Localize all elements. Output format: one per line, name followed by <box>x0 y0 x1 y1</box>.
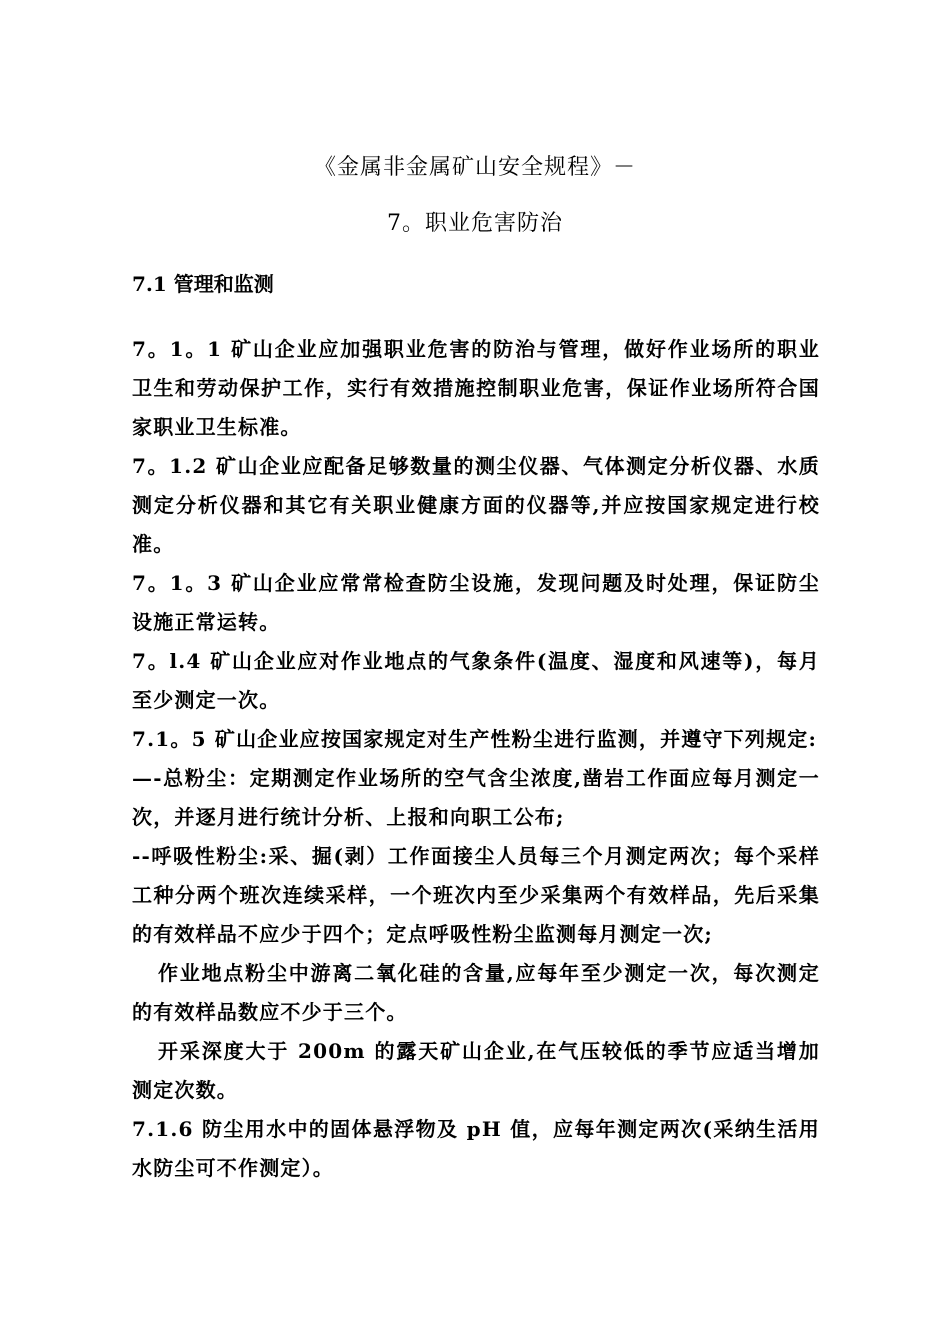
chapter-heading: 7。职业危害防治 <box>387 211 563 236</box>
document-body <box>132 330 820 1188</box>
paragraph-7-1-4: 7。l.4 矿山企业应对作业地点的气象条件(温度、湿度和风速等)，每月至少测定一次。 <box>132 649 820 712</box>
paragraph-total-dust: —-总粉尘：定期测定作业场所的空气含尘浓度,凿岩工作面应每月测定一次，并逐月进行统计分析、上报和向职工公布; <box>132 766 820 829</box>
paragraph-7-1-3: 7。1。3 矿山企业应常常检查防尘设施，发现问题及时处理，保证防尘设施正常运转。 <box>132 571 820 634</box>
document-title: 《金属非金属矿山安全规程》－ <box>313 155 636 180</box>
section-heading: 7.1 管理和监测 <box>132 272 274 296</box>
paragraph-free-silica: 作业地点粉尘中游离二氧化硅的含量,应每年至少测定一次，每次测定的有效样品数应不少于三个。 <box>132 961 820 1024</box>
paragraph-7-1-6: 7.1.6 防尘用水中的固体悬浮物及 pH 值，应每年测定两次(采纳生活用水防尘可不作测定）。 <box>132 1117 820 1180</box>
paragraph-7-1-2: 7。1.2 矿山企业应配备足够数量的测尘仪器、气体测定分析仪器、水质测定分析仪器和其它有关职业健康方面的仪器等,并应按国家规定进行校准。 <box>132 454 820 556</box>
paragraph-open-pit-depth: 开采深度大于 200m 的露天矿山企业,在气压较低的季节应适当增加测定次数。 <box>132 1039 820 1102</box>
paragraph-respirable-dust: --呼吸性粉尘:采、掘(剥）工作面接尘人员每三个月测定两次；每个采样工种分两个班次连续采样，一个班次内至少采集两个有效样品，先后采集的有效样品不应少于四个；定点呼吸性粉尘监测每月测定一次; <box>132 844 820 946</box>
paragraph-7-1-5: 7.1。5 矿山企业应按国家规定对生产性粉尘进行监测，并遵守下列规定: <box>132 727 818 751</box>
paragraph-7-1-1: 7。1。1 矿山企业应加强职业危害的防治与管理，做好作业场所的职业卫生和劳动保护工作，实行有效措施控制职业危害，保证作业场所符合国家职业卫生标准。 <box>132 337 820 439</box>
